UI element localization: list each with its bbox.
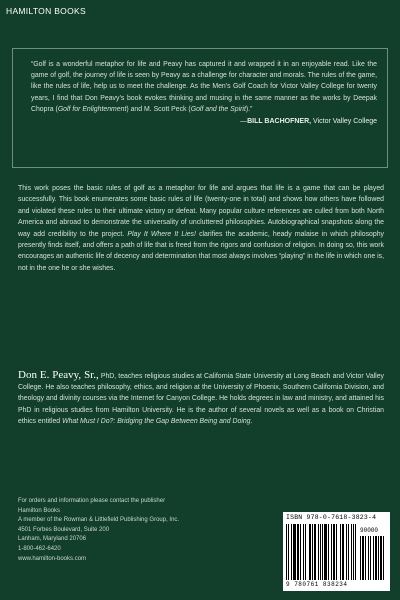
- publisher-address: 4501 Forbes Boulevard, Suite 200: [18, 526, 110, 533]
- quote-text: “Golf is a wonderful metaphor for life and Peavy has captured it and wrapped it in an enjoyable read. Like the game of golf, the journey of life is seen by Peavy as a challenge for character and morals. The rules of the game, like the rules of life, help us to meet the challenge. As the Men’s Golf Coach for Victor Valley College for twenty years, I find that Don Peavy’s book evokes thinking and musing in the same manner as the works by Deepak Chopra (Golf for Enlightenment) and M. Scott Peck (Golf and the Spirit).”: [31, 61, 377, 113]
- publisher-contact-info: [18, 497, 238, 564]
- publisher-group: A member of the Rowman & Littlefield Publishing Group, Inc.: [18, 517, 180, 524]
- isbn-label: ISBN 978-0-7618-3823-4: [286, 514, 377, 521]
- ean-barcode-bars: [286, 524, 358, 580]
- price-barcode-bars: [360, 536, 386, 580]
- publisher-website: www.hamilton-books.com: [18, 555, 87, 562]
- author-other-book-title: What Must I Do?: Bridging the Gap Between Being and Doing: [62, 417, 251, 425]
- publisher-name: Hamilton Books: [18, 507, 61, 514]
- publisher-phone: 1-800-462-6420: [18, 545, 61, 552]
- isbn-barcode: [283, 512, 390, 591]
- publisher-city: Lanham, Maryland 20706: [18, 536, 87, 543]
- publisher-logo: HAMILTON BOOKS: [6, 6, 86, 16]
- author-name: Don E. Peavy, Sr.,: [18, 369, 99, 381]
- endorsement-quote-box: [12, 48, 388, 168]
- order-info-line: For orders and information please contact the publisher: [18, 498, 166, 504]
- book-description: This work poses the basic rules of golf as a metaphor for life and argues that life is a game that can be played successfully. This book enumerates some basic rules of life (twenty-one in total) and shows how others have followed and violated these rules to their ultimate victory or defeat. Many popular culture references are culled from both North America and abroad to demonstrate the universality of uncluttered philosophies. Autobiographical snapshots along the way add credibility to the project. Play It Where It Lies! clarifies the academic, heady malaise in which philosophy presently finds itself, and offers a path of life that is freed from the rigors and confusion of religion. In doing so, this work encourages an authentic life of decency and determination that most always involves “playing” in the life in which one is, not in the one he or she wishes.: [18, 185, 384, 272]
- author-bio: Don E. Peavy, Sr., PhD, teaches religious studies at California State University at Long Beach and Victor Valley College. He also teaches philosophy, ethics, and religion at the University of Phoenix, Southern California Division, and theology and divinity courses via the Internet for Canyon College. He holds degrees in law and ministry, and attained his PhD in religious studies from Hamilton University. He is the author of several novels as well as a book on Christian ethics entitled What Must I Do?: Bridging the Gap Between Being and Doing.: [18, 369, 384, 425]
- ean-digits: 9 780761 838234: [286, 581, 348, 588]
- book-title: Play It Where It Lies!: [127, 230, 196, 238]
- quote-author-name: BILL BACHOFNER,: [247, 118, 312, 126]
- quote-attribution: —BILL BACHOFNER, Victor Valley College: [240, 118, 377, 126]
- price-code: 90000: [360, 527, 379, 534]
